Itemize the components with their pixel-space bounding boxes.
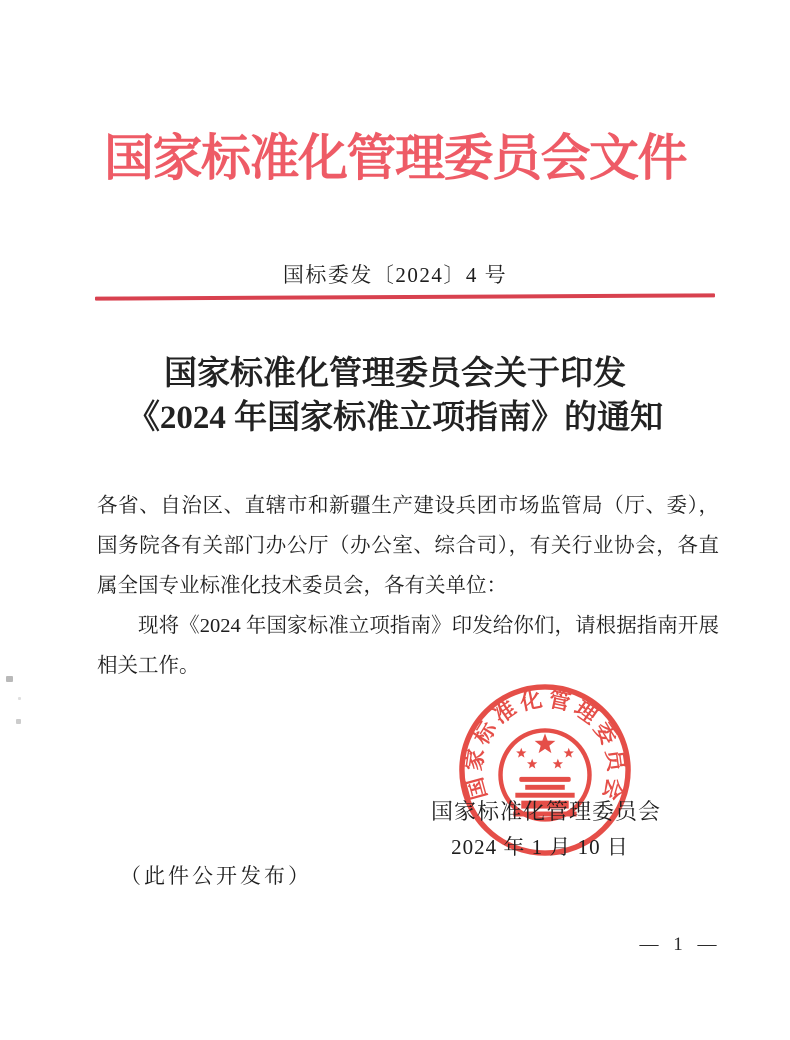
document-body — [97, 486, 719, 686]
public-release-note: （此件公开发布） — [120, 864, 312, 888]
seal-ring — [462, 687, 628, 853]
seal-ring-text: 国家标准化管理委员会 — [462, 687, 629, 803]
scan-artifact-speck — [16, 719, 21, 724]
signature-date: 2024 年 1 月 10 日 — [451, 835, 629, 859]
red-divider-rule — [95, 293, 715, 300]
document-header-title: 国家标准化管理委员会文件 — [104, 130, 686, 186]
document-title — [0, 352, 790, 440]
scan-artifact-speck — [6, 676, 13, 682]
scan-artifact-speck — [18, 697, 21, 700]
signature-organization: 国家标准化管理委员会 — [430, 799, 661, 824]
page-number: — 1 — — [639, 934, 722, 955]
salutation-paragraph: 各省、自治区、直辖市和新疆生产建设兵团市场监管局（厅、委），国务院各有关部门办公厅（办公室、综合司），有关行业协会，各直属全国专业标准化技术委员会，各有关单位： — [97, 495, 719, 597]
document-title-line2: 《2024 年国家标准立项指南》的通知 — [126, 400, 664, 436]
body-paragraph: 现将《2024 年国家标准立项指南》印发给你们，请根据指南开展相关工作。 — [97, 615, 719, 677]
document-number: 国标委发〔2024〕4 号 — [282, 263, 508, 287]
document-title-line1: 国家标准化管理委员会关于印发 — [164, 356, 626, 392]
